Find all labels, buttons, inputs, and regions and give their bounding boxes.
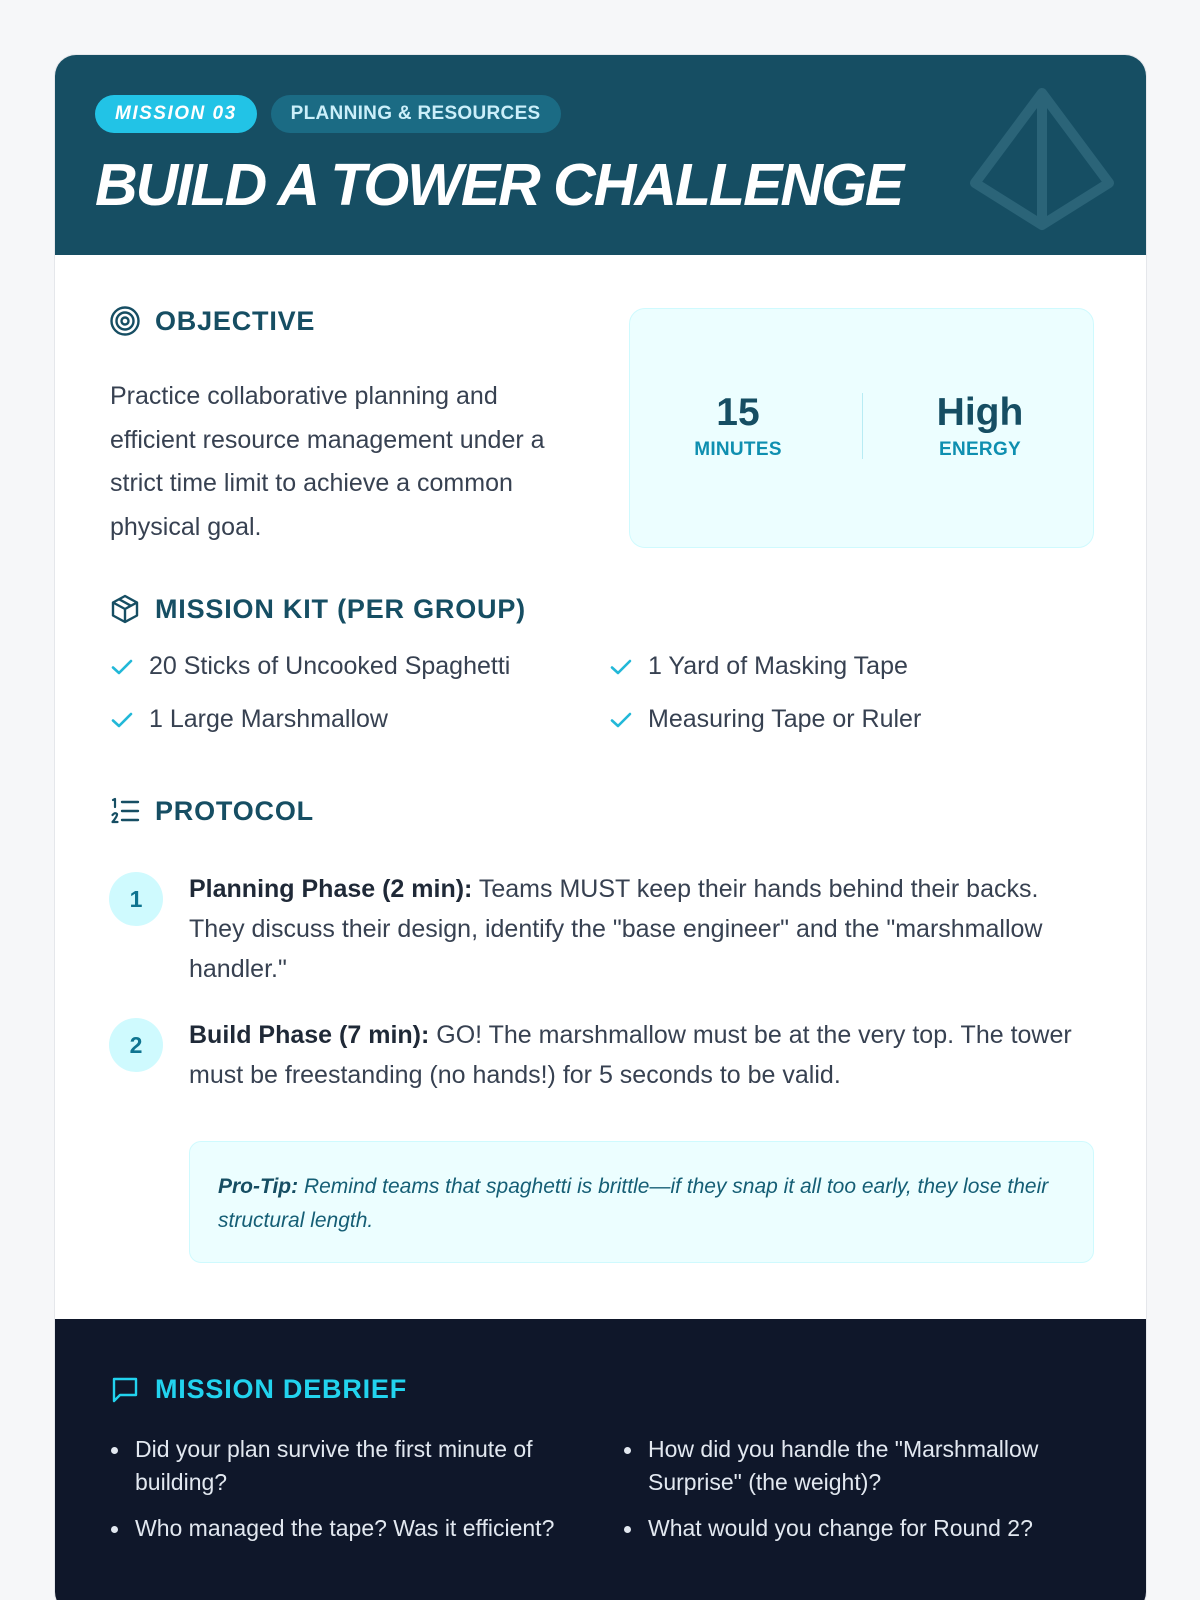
kit-item	[109, 652, 510, 681]
step-body: Teams MUST keep their hands behind their backs. They discuss their design, identify the "base engineer" and the "marshmallow handler."	[189, 875, 1043, 983]
kit-item-label: 1 Yard of Masking Tape	[648, 652, 908, 680]
page-title: BUILD A TOWER CHALLENGE	[95, 152, 903, 218]
step-number: 1	[109, 872, 163, 926]
numbered-list-icon	[109, 795, 141, 827]
chat-bubble-icon	[109, 1373, 141, 1405]
check-icon	[608, 707, 634, 733]
objective-text: Practice collaborative planning and efficient resource management under a strict time limit to achieve a common physical goal.	[110, 382, 545, 541]
step-text	[189, 1015, 1079, 1095]
kit-item	[109, 705, 388, 734]
duration-value: 15	[716, 391, 760, 434]
debrief-label: MISSION DEBRIEF	[155, 1373, 408, 1404]
objective-heading	[109, 305, 315, 337]
debrief-heading	[109, 1373, 407, 1405]
debrief-question: Who managed the tape? Was it efficient?	[109, 1512, 569, 1545]
stats-divider	[862, 393, 863, 459]
step-title: Build Phase (7 min):	[189, 1021, 430, 1049]
duration-unit: MINUTES	[694, 439, 782, 460]
target-icon	[109, 305, 141, 337]
step-text	[189, 869, 1079, 989]
pro-tip-box	[189, 1141, 1094, 1263]
energy-value: High	[936, 391, 1024, 434]
protocol-heading	[109, 795, 314, 827]
tip-label: Pro-Tip:	[218, 1175, 299, 1198]
stats-box	[629, 308, 1094, 548]
kit-item	[608, 652, 908, 681]
debrief-question: Did your plan survive the first minute of building?	[109, 1433, 569, 1499]
tip-text: Remind teams that spaghetti is brittle—if they snap it all too early, they lose their structural length.	[218, 1175, 1049, 1232]
check-icon	[608, 654, 634, 680]
pyramid-icon	[967, 85, 1117, 235]
activity-card	[54, 54, 1147, 1600]
kit-item-label: Measuring Tape or Ruler	[648, 705, 922, 733]
energy-unit: ENERGY	[938, 439, 1022, 460]
mission-badge: MISSION 03	[95, 95, 257, 133]
kit-item	[608, 705, 921, 734]
objective-label: OBJECTIVE	[155, 305, 316, 336]
card-header	[55, 55, 1147, 255]
energy-stat	[880, 389, 1080, 461]
check-icon	[109, 707, 135, 733]
check-icon	[109, 654, 135, 680]
kit-item-label: 1 Large Marshmallow	[149, 705, 388, 733]
debrief-question: What would you change for Round 2?	[622, 1512, 1082, 1545]
kit-item-label: 20 Sticks of Uncooked Spaghetti	[149, 652, 511, 680]
debrief-section	[55, 1319, 1147, 1600]
step-body: GO! The marshmallow must be at the very top. The tower must be freestanding (no hands!) for 5 seconds to be valid.	[189, 1021, 1072, 1089]
debrief-question: How did you handle the "Marshmallow Surprise" (the weight)?	[622, 1433, 1082, 1499]
step-number: 2	[109, 1018, 163, 1072]
duration-stat	[638, 389, 838, 461]
kit-label: MISSION KIT (PER GROUP)	[155, 593, 526, 624]
box-icon	[109, 593, 141, 625]
step-title: Planning Phase (2 min):	[189, 875, 473, 903]
kit-heading	[109, 593, 526, 625]
category-badge: PLANNING & RESOURCES	[271, 95, 561, 133]
protocol-label: PROTOCOL	[155, 795, 314, 826]
